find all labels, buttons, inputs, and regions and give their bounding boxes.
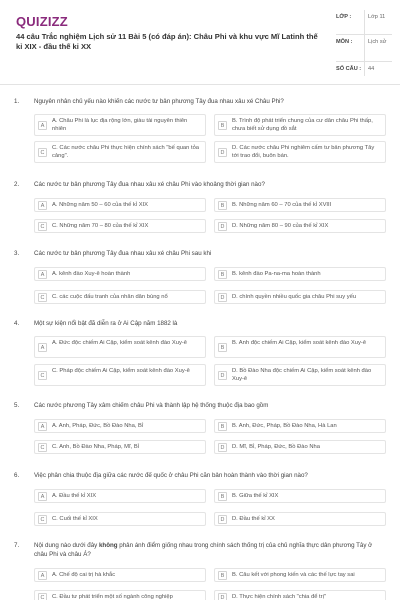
quizizz-logo: QUIZIZZ [16, 14, 68, 29]
option-d[interactable] [214, 512, 386, 526]
option-d[interactable] [214, 290, 386, 304]
option-b[interactable] [214, 489, 386, 503]
option-a[interactable] [34, 419, 206, 433]
option-text-c: C. Đầu tư phát triển một số ngành công nghiệp [52, 594, 173, 600]
question-number: 3. [14, 250, 20, 257]
option-letter-a: A [38, 270, 47, 279]
option-text-a: A. Đầu thế kỉ XIX [52, 493, 97, 499]
option-letter-b: B [218, 492, 227, 501]
meta-row-subject [336, 35, 392, 62]
option-text-d: D. Mĩ, Bỉ, Pháp, Đức, Bồ Đào Nha [232, 444, 320, 450]
option-letter-b: B [218, 422, 227, 431]
option-d[interactable] [214, 141, 386, 163]
option-d[interactable] [214, 219, 386, 233]
option-b[interactable] [214, 336, 386, 358]
option-letter-a: A [38, 201, 47, 210]
option-c[interactable] [34, 141, 206, 163]
option-letter-d: D [218, 443, 227, 452]
option-letter-c: C [38, 293, 47, 302]
question-text: Các nước tư bản phương Tây đua nhau xâu xé châu Phi sau khi [34, 250, 212, 257]
question-text: Việc phân chia thuộc địa giữa các nước đế quốc ở châu Phi căn bản hoàn thành vào thời gian nào? [34, 472, 308, 479]
meta-row-count [336, 62, 392, 76]
question-text-part: Nội dung nào dưới đây [34, 542, 99, 549]
option-letter-c: C [38, 148, 47, 157]
option-letter-c: C [38, 443, 47, 452]
meta-label-count: SỐ CÂU : [336, 66, 362, 72]
option-letter-a: A [38, 492, 47, 501]
option-c[interactable] [34, 590, 206, 600]
option-c[interactable] [34, 512, 206, 526]
option-text-a: A. kênh đào Xuy-ê hoàn thành [52, 271, 131, 277]
header-divider [0, 84, 400, 85]
question-number: 1. [14, 98, 20, 105]
option-text-c: C. Anh, Bồ Đào Nha, Pháp, Mĩ, Bỉ [52, 444, 139, 450]
worksheet-meta-box [336, 10, 392, 76]
option-text-d: D. Bồ Đào Nha độc chiếm Ai Cập, kiểm soát kênh đào Xuy-ê [232, 368, 372, 382]
option-b[interactable] [214, 568, 386, 582]
option-letter-b: B [218, 571, 227, 580]
option-a[interactable] [34, 336, 206, 358]
option-text-d: D. Đầu thế kỉ XX [232, 516, 275, 522]
option-text-c: C. Những năm 70 – 80 của thế kỉ XIX [52, 223, 149, 229]
option-text-c: C. các cuộc đấu tranh của nhân dân bùng nổ [52, 294, 168, 300]
option-text-a: A. Anh, Pháp, Đức, Bồ Đào Nha, Bỉ [52, 423, 144, 429]
option-letter-d: D [218, 148, 227, 157]
option-letter-d: D [218, 371, 227, 380]
option-d[interactable] [214, 590, 386, 600]
question-number: 7. [14, 542, 20, 549]
option-letter-c: C [38, 515, 47, 524]
option-letter-d: D [218, 593, 227, 600]
meta-value-subject: Lịch sử [364, 35, 392, 61]
question-text: Một sự kiện nổi bật đã diễn ra ở Ai Cập năm 1882 là [34, 320, 178, 327]
option-letter-a: A [38, 343, 47, 352]
question-text-emphasis: không [98, 542, 118, 549]
question-text: Nguyên nhân chủ yếu nào khiến các nước tư bản phương Tây đua nhau xâu xé Châu Phi? [34, 98, 284, 105]
option-letter-d: D [218, 293, 227, 302]
option-a[interactable] [34, 114, 206, 136]
option-text-c: C. Cuối thế kỉ XIX [52, 516, 98, 522]
question-text-part: phản ánh điểm giống nhau trong chính sách thống trị của chủ nghĩa thực dân phương Tây ở châu Phi và châu Á? [34, 542, 373, 558]
option-text-d: D. Những năm 80 – 90 của thế kỉ XIX [232, 223, 329, 229]
option-c[interactable] [34, 219, 206, 233]
option-a[interactable] [34, 489, 206, 503]
option-letter-d: D [218, 515, 227, 524]
option-a[interactable] [34, 568, 206, 582]
worksheet-title: 44 câu Trắc nghiệm Lịch sử 11 Bài 5 (có đáp án): Châu Phi và khu vực Mĩ Latinh thế kỉ XIX - đầu thế kỉ XX [16, 32, 318, 51]
option-d[interactable] [214, 364, 386, 386]
question-text: Các nước phương Tây xâm chiếm châu Phi và thành lập hệ thống thuộc địa bao gồm [34, 402, 269, 409]
option-text-b: B. Những năm 60 – 70 của thế kỉ XVIII [232, 202, 332, 208]
option-text-d: D. Các nước châu Phi nghiêm cấm tư bản phương Tây tới trao đổi, buôn bán. [232, 145, 375, 159]
meta-value-count: 44 [364, 62, 392, 76]
question-number: 5. [14, 402, 20, 409]
option-text-b: B. Anh, Đức, Pháp, Bồ Đào Nha, Hà Lan [232, 423, 337, 429]
option-letter-b: B [218, 201, 227, 210]
option-b[interactable] [214, 419, 386, 433]
option-c[interactable] [34, 440, 206, 454]
option-text-a: A. Đức độc chiếm Ai Cập, kiểm soát kênh đào Xuy-ê [52, 340, 188, 346]
option-letter-c: C [38, 593, 47, 600]
option-letter-b: B [218, 343, 227, 352]
option-letter-b: B [218, 121, 227, 130]
option-text-b: B. Trình độ phát triển chung của cư dân châu Phi thấp, chưa biết sử dụng đồ sắt [232, 118, 373, 132]
question-number: 2. [14, 181, 20, 188]
option-a[interactable] [34, 198, 206, 212]
option-b[interactable] [214, 198, 386, 212]
option-letter-a: A [38, 571, 47, 580]
option-letter-b: B [218, 270, 227, 279]
option-text-a: A. Châu Phi là lục địa rộng lớn, giàu tài nguyên thiên nhiên [52, 118, 188, 132]
option-letter-c: C [38, 371, 47, 380]
option-text-b: B. Anh độc chiếm Ai Cập, kiểm soát kênh đào Xuy-ê [232, 340, 367, 346]
option-letter-c: C [38, 222, 47, 231]
option-text-b: B. kênh đào Pa-na-ma hoàn thành [232, 271, 321, 277]
option-c[interactable] [34, 290, 206, 304]
option-text-a: A. Những năm 50 – 60 của thế kỉ XIX [52, 202, 149, 208]
option-text-d: D. Thực hiện chính sách "chia để trị" [232, 594, 326, 600]
meta-label-class: LỚP : [336, 14, 352, 20]
option-text-b: B. Giữa thế kỉ XIX [232, 493, 279, 499]
option-a[interactable] [34, 267, 206, 281]
option-d[interactable] [214, 440, 386, 454]
option-letter-a: A [38, 121, 47, 130]
option-text-d: D. chính quyền nhiều quốc gia châu Phi suy yếu [232, 294, 357, 300]
option-text-c: C. Các nước châu Phi thực hiện chính sách "bế quan tỏa cảng". [52, 145, 200, 159]
meta-value-class: Lớp 11 [364, 10, 392, 34]
option-text-b: B. Câu kết với phong kiến và các thế lực tay sai [232, 572, 355, 578]
option-b[interactable] [214, 114, 386, 136]
option-letter-a: A [38, 422, 47, 431]
question-number: 6. [14, 472, 20, 479]
question-number: 4. [14, 320, 20, 327]
option-b[interactable] [214, 267, 386, 281]
question-text [34, 542, 386, 559]
option-c[interactable] [34, 364, 206, 386]
meta-row-class [336, 10, 392, 35]
option-text-a: A. Chế độ cai trị hà khắc [52, 572, 116, 578]
option-letter-d: D [218, 222, 227, 231]
question-text: Các nước tư bản phương Tây đua nhau xâu xé châu Phi vào khoảng thời gian nào? [34, 181, 265, 188]
meta-label-subject: MÔN : [336, 39, 353, 45]
worksheet-header [0, 0, 400, 84]
option-text-c: C. Pháp độc chiếm Ai Cập, kiểm soát kênh đào Xuy-ê [52, 368, 190, 374]
